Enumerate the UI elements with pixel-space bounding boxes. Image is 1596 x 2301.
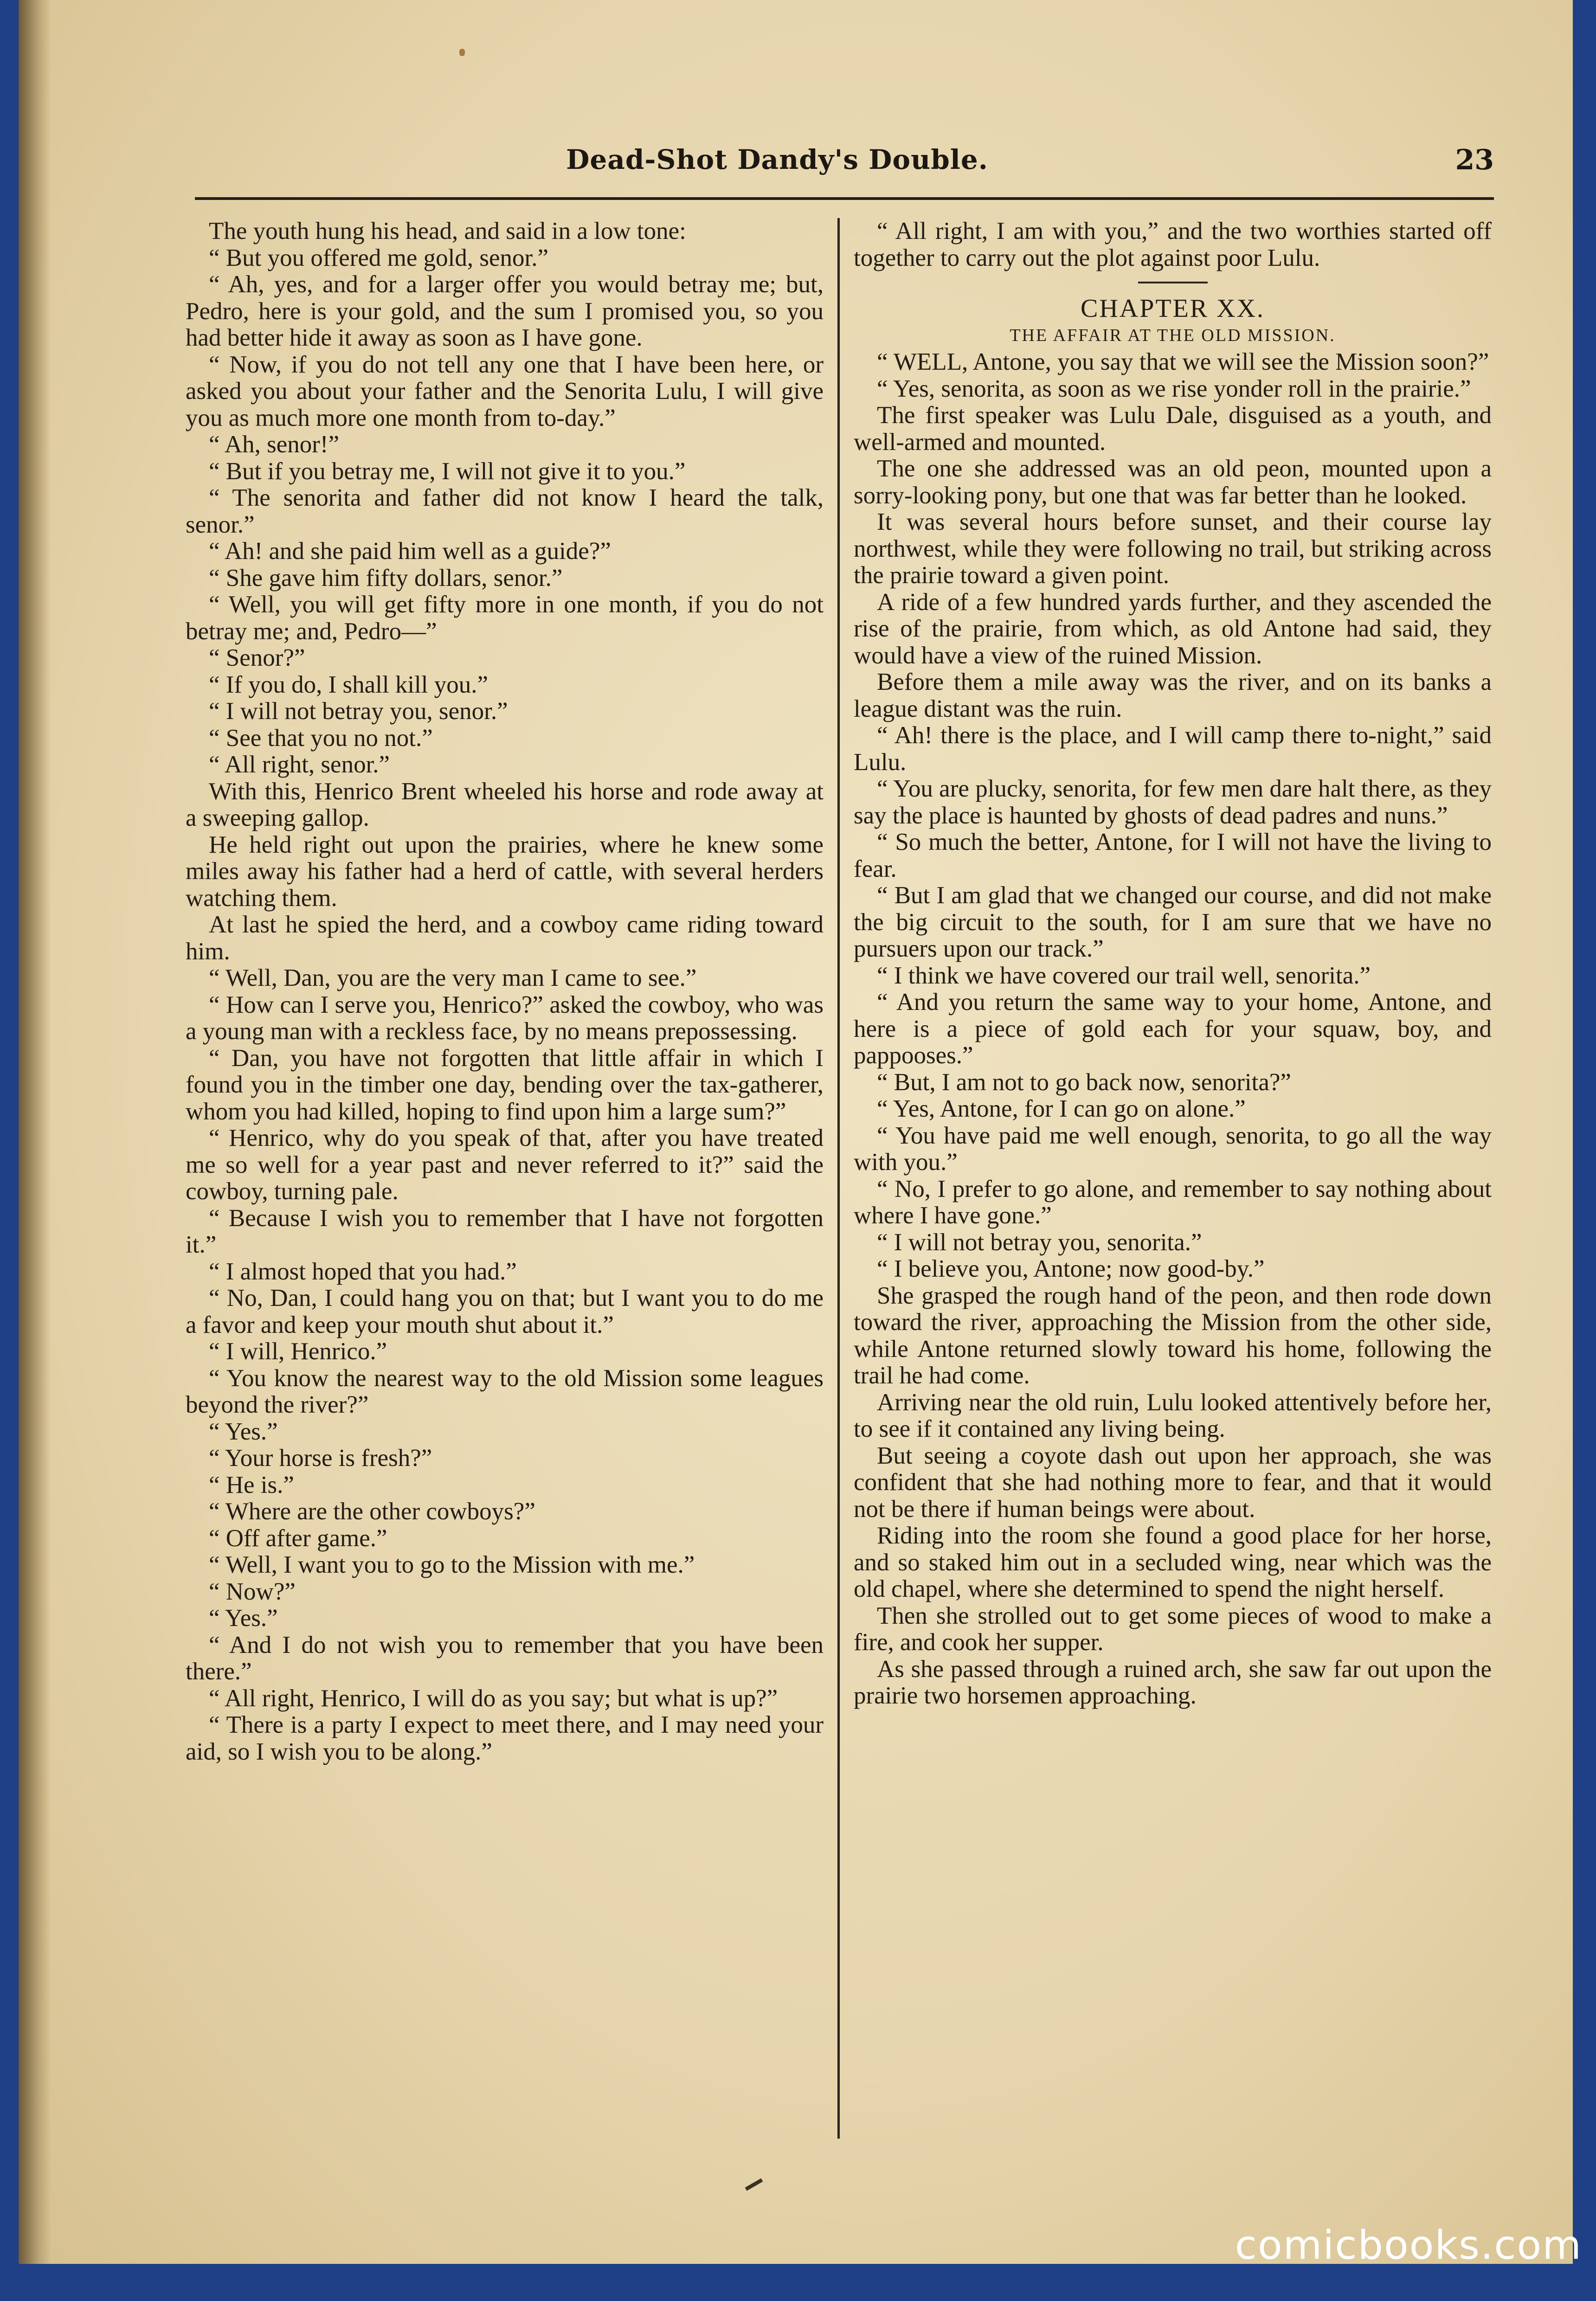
paragraph: “ Dan, you have not forgotten that little affair in which I found you in the timber one day, bending over the tax-gatherer, whom you had killed, hoping to find upon him a large sum?” bbox=[186, 1044, 824, 1125]
page-binding-shadow bbox=[19, 0, 51, 2264]
paragraph: “ I think we have covered our trail well, senorita.” bbox=[877, 962, 1371, 989]
paper-stain bbox=[459, 49, 465, 56]
paragraph: “ Yes.” bbox=[209, 1418, 278, 1445]
chapter-subtitle: THE AFFAIR AT THE OLD MISSION. bbox=[1010, 325, 1336, 345]
paragraph: “ So much the better, Antone, for I will not have the living to fear. bbox=[854, 829, 1492, 882]
paragraph: “ Where are the other cowboys?” bbox=[209, 1498, 535, 1525]
running-title: Dead-Shot Dandy's Double. bbox=[566, 144, 988, 175]
paragraph: “ But if you betray me, I will not give it to you.” bbox=[209, 457, 686, 485]
paragraph: “ Ah! and she paid him well as a guide?” bbox=[209, 538, 611, 565]
paragraph: “ Now, if you do not tell any one that I have been here, or asked you about your father and the Senorita Lulu, I will give you as much more one month from to-day.” bbox=[186, 351, 824, 431]
paragraph: “ No, I prefer to go alone, and remember to say nothing about where I have gone.” bbox=[854, 1175, 1492, 1229]
paragraph: “ Well, you will get fifty more in one month, if you do not betray me; and, Pedro—” bbox=[186, 591, 824, 645]
paragraph: “ You are plucky, senorita, for few men dare halt there, as they say the place is haunted by ghosts of dead padres and nuns.” bbox=[854, 775, 1492, 829]
paragraph: “ I will, Henrico.” bbox=[209, 1338, 387, 1365]
site-watermark: comicbooks.com bbox=[1235, 2222, 1582, 2269]
paragraph: “ No, Dan, I could hang you on that; but I want you to do me a favor and keep your mouth shut about it.” bbox=[186, 1285, 824, 1338]
paragraph: “ Yes, senorita, as soon as we rise yonder roll in the prairie.” bbox=[877, 375, 1471, 402]
paragraph: “ I almost hoped that you had.” bbox=[209, 1258, 517, 1285]
paragraph: “ Off after game.” bbox=[209, 1524, 387, 1552]
page-number: 23 bbox=[1455, 144, 1494, 176]
paragraph: “ Ah, yes, and for a larger offer you would betray me; but, Pedro, here is your gold, and the sum I promised you, so you had better hide it away as soon as I have gone. bbox=[186, 271, 824, 351]
paragraph: It was several hours before sunset, and their course lay northwest, while they were following no trail, but striking across the prairie toward a given point. bbox=[854, 508, 1492, 589]
paragraph: The one she addressed was an old peon, mounted upon a sorry-looking pony, but one that was far better than he looked. bbox=[854, 455, 1492, 509]
right-column bbox=[854, 218, 1492, 2148]
paragraph: “ I will not betray you, senor.” bbox=[209, 698, 508, 725]
paragraph: “ If you do, I shall kill you.” bbox=[209, 671, 489, 698]
paragraph: But seeing a coyote dash out upon her approach, she was confident that she had nothing more to fear, and that it would not be there if human beings were about. bbox=[854, 1442, 1492, 1523]
paragraph: “ But you offered me gold, senor.” bbox=[209, 244, 549, 271]
paragraph: “ Now?” bbox=[209, 1578, 296, 1605]
paragraph: “ She gave him fifty dollars, senor.” bbox=[209, 564, 563, 591]
paragraph: “ Well, I want you to go to the Mission with me.” bbox=[209, 1551, 695, 1578]
paragraph: “ You know the nearest way to the old Mission some leagues beyond the river?” bbox=[186, 1364, 824, 1418]
right-column-after-chapter bbox=[854, 349, 1492, 1710]
paragraph: “ How can I serve you, Henrico?” asked the cowboy, who was a young man with a reckless face, by no means prepossessing. bbox=[186, 991, 824, 1045]
paragraph: “ Henrico, why do you speak of that, after you have treated me so well for a year past and never referred to it?” said the cowboy, turning pale. bbox=[186, 1125, 824, 1205]
paragraph: Then she strolled out to get some pieces of wood to make a fire, and cook her supper. bbox=[854, 1602, 1492, 1656]
ink-mark bbox=[745, 2179, 763, 2191]
paragraph: She grasped the rough hand of the peon, and then rode down toward the river, approaching the Mission from the other side, while Antone returned slowly toward his home, following the trail he had come. bbox=[854, 1282, 1492, 1389]
paragraph: At last he spied the herd, and a cowboy came riding toward him. bbox=[186, 911, 824, 965]
paragraph: Arriving near the old ruin, Lulu looked attentively before her, to see if it contained any living being. bbox=[854, 1388, 1492, 1442]
paragraph: He held right out upon the prairies, where he knew some miles away his father had a herd of cattle, with several herders watching them. bbox=[186, 831, 824, 912]
paragraph: “ But, I am not to go back now, senorita?” bbox=[877, 1068, 1291, 1096]
paragraph: With this, Henrico Brent wheeled his horse and rode away at a sweeping gallop. bbox=[186, 778, 824, 831]
section-rule bbox=[1138, 282, 1208, 283]
paragraph: “ Well, Dan, you are the very man I came to see.” bbox=[209, 964, 697, 991]
paragraph: “ All right, I am with you,” and the two worthies started off together to carry out the plot against poor Lulu. bbox=[854, 218, 1492, 271]
paragraph: “ I will not betray you, senorita.” bbox=[877, 1228, 1202, 1256]
running-header bbox=[176, 135, 1499, 195]
paragraph: “ Your horse is fresh?” bbox=[209, 1445, 432, 1472]
paragraph: A ride of a few hundred yards further, and they ascended the rise of the prairie, from which, as old Antone had said, they would have a view of the ruined Mission. bbox=[854, 588, 1492, 669]
chapter-title: CHAPTER XX. bbox=[1080, 294, 1265, 323]
paragraph: “ Yes.” bbox=[209, 1605, 278, 1632]
paragraph: “ You have paid me well enough, senorita, to go all the way with you.” bbox=[854, 1122, 1492, 1176]
paragraph: “ Because I wish you to remember that I have not forgotten it.” bbox=[186, 1204, 824, 1258]
paragraph: “ Senor?” bbox=[209, 644, 305, 671]
paragraph: As she passed through a ruined arch, she saw far out upon the prairie two horsemen approaching. bbox=[854, 1655, 1492, 1709]
book-page bbox=[19, 0, 1573, 2264]
paragraph: “ WELL, Antone, you say that we will see the Mission soon?” bbox=[877, 348, 1489, 375]
paragraph: “ I believe you, Antone; now good-by.” bbox=[877, 1255, 1265, 1282]
paragraph: “ All right, Henrico, I will do as you say; but what is up?” bbox=[209, 1684, 778, 1712]
paragraph: “ And I do not wish you to remember that you have been there.” bbox=[186, 1631, 824, 1685]
right-column-before-chapter bbox=[854, 218, 1492, 271]
paragraph: “ Ah, senor!” bbox=[209, 431, 340, 458]
paragraph: Riding into the room she found a good place for her horse, and so staked him out in a secluded wing, near which was the old chapel, where she determined to spend the night herself. bbox=[854, 1522, 1492, 1602]
paragraph: “ And you return the same way to your home, Antone, and here is a piece of gold each for your squaw, boy, and pappooses.” bbox=[854, 989, 1492, 1069]
left-column bbox=[186, 218, 824, 2148]
paragraph: Before them a mile away was the river, and on its banks a league distant was the ruin. bbox=[854, 668, 1492, 722]
header-rule bbox=[195, 197, 1494, 200]
paragraph: “ All right, senor.” bbox=[209, 751, 390, 778]
paragraph: The first speaker was Lulu Dale, disguised as a youth, and well-armed and mounted. bbox=[854, 402, 1492, 456]
paragraph: “ He is.” bbox=[209, 1471, 294, 1498]
paragraph: “ There is a party I expect to meet there, and I may need your aid, so I wish you to be along.” bbox=[186, 1711, 824, 1765]
paragraph: The youth hung his head, and said in a low tone: bbox=[209, 218, 686, 244]
paragraph: “ But I am glad that we changed our course, and did not make the big circuit to the south, for I am sure that we have no pursuers upon our track.” bbox=[854, 882, 1492, 962]
paragraph: “ Yes, Antone, for I can go on alone.” bbox=[877, 1095, 1246, 1122]
column-divider bbox=[837, 218, 840, 2139]
paragraph: “ The senorita and father did not know I heard the talk, senor.” bbox=[186, 484, 824, 538]
paragraph: “ See that you no not.” bbox=[209, 724, 433, 752]
paragraph: “ Ah! there is the place, and I will camp there to-night,” said Lulu. bbox=[854, 722, 1492, 776]
